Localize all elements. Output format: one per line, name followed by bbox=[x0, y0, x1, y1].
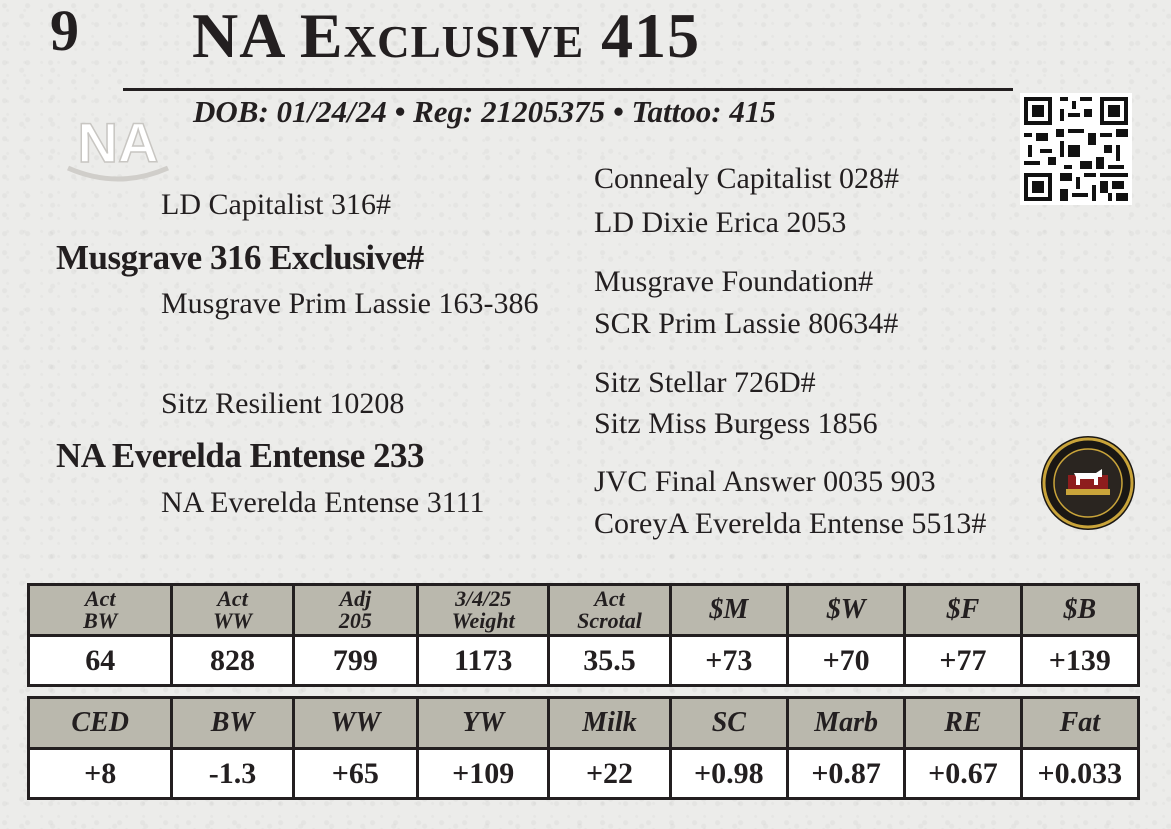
logo-text: NA bbox=[77, 111, 159, 174]
header-f-index: $F bbox=[905, 585, 1021, 636]
header-marb: Marb bbox=[787, 698, 904, 749]
lot-number: 9 bbox=[50, 0, 79, 63]
value-bw: -1.3 bbox=[172, 749, 293, 799]
na-logo-icon bbox=[64, 106, 172, 186]
header-w-index: $W bbox=[787, 585, 904, 636]
dam-dam-dam: CoreyA Everelda Entense 5513# bbox=[594, 507, 987, 540]
dam-sire: Sitz Resilient 10208 bbox=[161, 387, 405, 420]
header-sc: SC bbox=[670, 698, 787, 749]
dam-sire-sire: Sitz Stellar 726D# bbox=[594, 366, 816, 399]
sire-name: Musgrave 316 Exclusive# bbox=[56, 238, 424, 277]
header-fat: Fat bbox=[1021, 698, 1138, 749]
sire-dam: Musgrave Prim Lassie 163-386 bbox=[161, 287, 539, 320]
value-re: +0.67 bbox=[905, 749, 1021, 799]
header-bw: BW bbox=[172, 698, 293, 749]
header-b-index: $B bbox=[1021, 585, 1138, 636]
header-ww: WW bbox=[293, 698, 417, 749]
epd-table bbox=[27, 696, 1140, 800]
angus-seal-icon bbox=[1036, 433, 1140, 533]
header-adj-205: Adj 205 bbox=[293, 585, 417, 636]
header-act-bw: Act BW bbox=[29, 585, 172, 636]
value-act-ww: 828 bbox=[172, 636, 293, 686]
dam-sire-dam: Sitz Miss Burgess 1856 bbox=[594, 407, 878, 440]
dob-registration-line: DOB: 01/24/24 • Reg: 21205375 • Tattoo: 415 bbox=[193, 94, 776, 129]
header-milk: Milk bbox=[549, 698, 670, 749]
performance-header-row bbox=[29, 585, 1139, 636]
header-ced: CED bbox=[29, 698, 172, 749]
epd-header-row bbox=[29, 698, 1139, 749]
dam-dam: NA Everelda Entense 3111 bbox=[161, 486, 485, 519]
performance-value-row bbox=[29, 636, 1139, 686]
value-fat: +0.033 bbox=[1021, 749, 1138, 799]
dam-dam-sire: JVC Final Answer 0035 903 bbox=[594, 465, 936, 498]
value-act-bw: 64 bbox=[29, 636, 172, 686]
header-yw: YW bbox=[418, 698, 549, 749]
header-re: RE bbox=[905, 698, 1021, 749]
sire-sire-dam: LD Dixie Erica 2053 bbox=[594, 206, 847, 239]
value-ww: +65 bbox=[293, 749, 417, 799]
animal-name: NA Exclusive 415 bbox=[192, 0, 701, 71]
value-act-scrotal: 35.5 bbox=[549, 636, 670, 686]
value-w-index: +70 bbox=[787, 636, 904, 686]
value-milk: +22 bbox=[549, 749, 670, 799]
performance-table bbox=[27, 583, 1140, 687]
value-ced: +8 bbox=[29, 749, 172, 799]
value-m-index: +73 bbox=[670, 636, 787, 686]
sire-dam-dam: SCR Prim Lassie 80634# bbox=[594, 307, 899, 340]
header-m-index: $M bbox=[670, 585, 787, 636]
qr-code-icon[interactable] bbox=[1020, 93, 1132, 205]
value-marb: +0.87 bbox=[787, 749, 904, 799]
sire-sire-sire: Connealy Capitalist 028# bbox=[594, 162, 899, 195]
dam-name: NA Everelda Entense 233 bbox=[56, 436, 424, 475]
sire-dam-sire: Musgrave Foundation# bbox=[594, 265, 874, 298]
value-sc: +0.98 bbox=[670, 749, 787, 799]
value-b-index: +139 bbox=[1021, 636, 1138, 686]
header-act-scrotal: Act Scrotal bbox=[549, 585, 670, 636]
header-weight: 3/4/25 Weight bbox=[418, 585, 549, 636]
sire-sire: LD Capitalist 316# bbox=[161, 188, 391, 221]
epd-value-row bbox=[29, 749, 1139, 799]
value-weight: 1173 bbox=[418, 636, 549, 686]
header-act-ww: Act WW bbox=[172, 585, 293, 636]
value-yw: +109 bbox=[418, 749, 549, 799]
title-rule bbox=[123, 88, 1013, 91]
value-adj-205: 799 bbox=[293, 636, 417, 686]
value-f-index: +77 bbox=[905, 636, 1021, 686]
